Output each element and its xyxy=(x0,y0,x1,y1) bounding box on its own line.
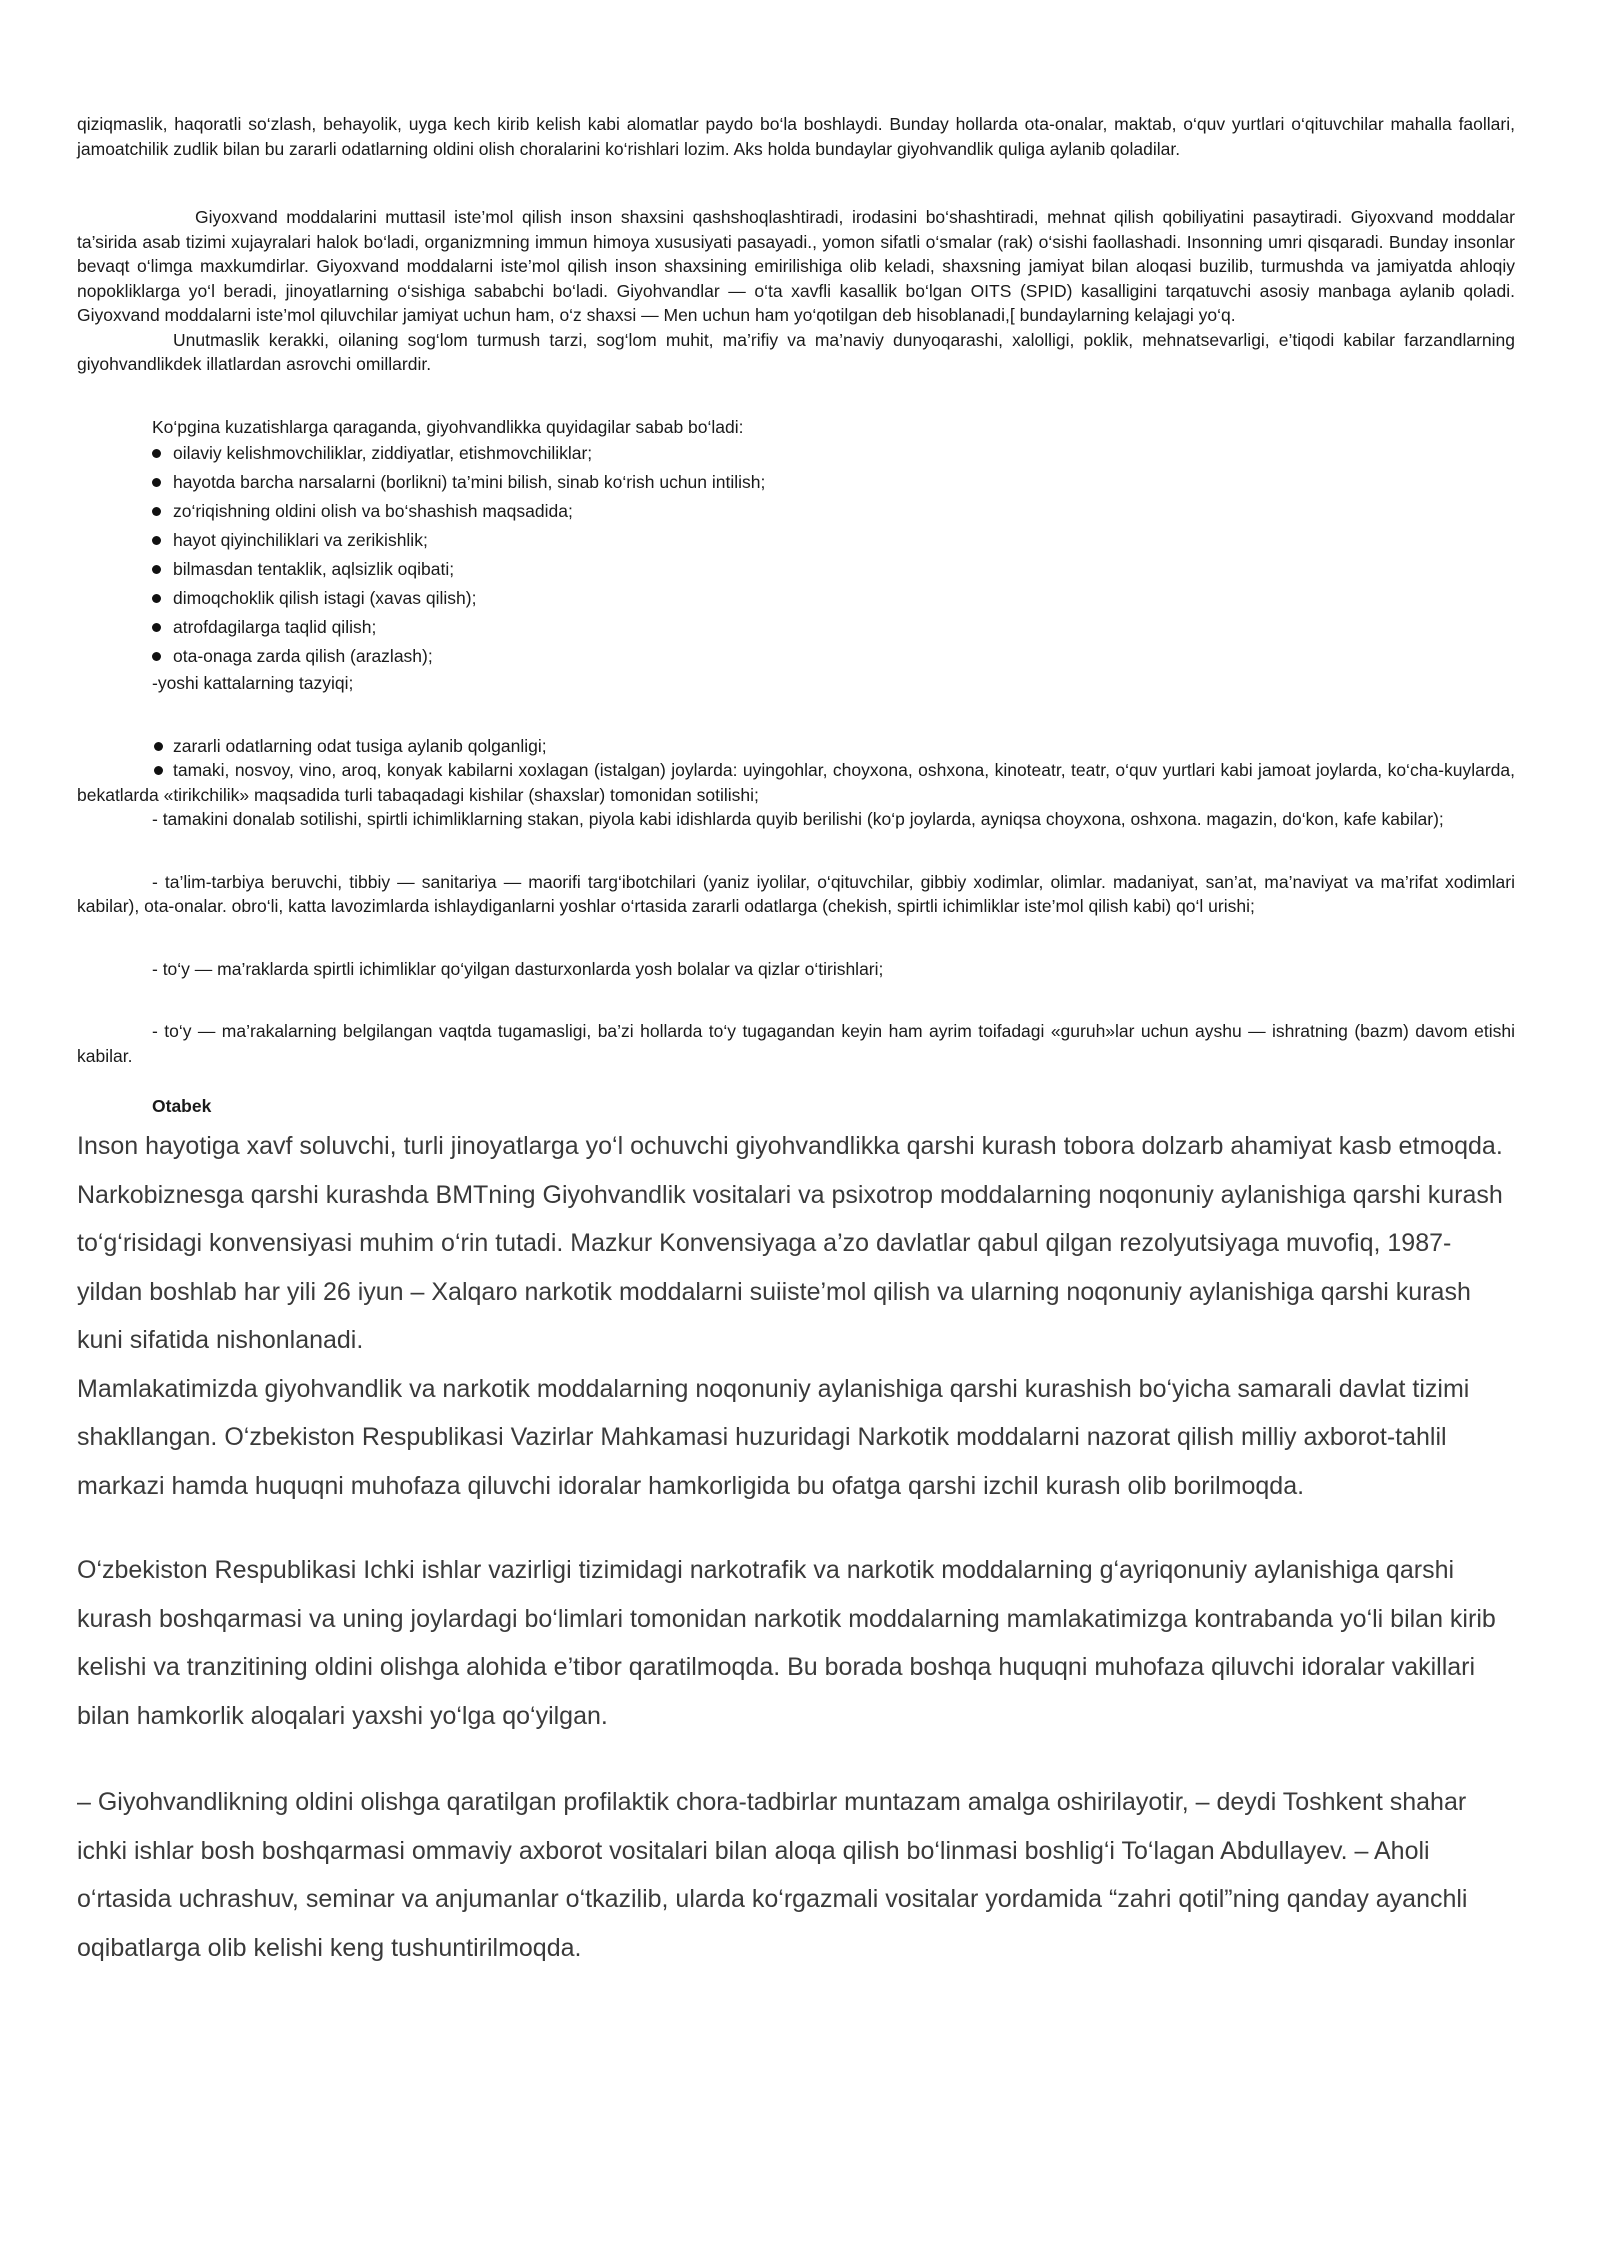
list-item: hayotda barcha narsalarni (borlikni) ta’mini bilish, sinab ko‘rish uchun intilish; xyxy=(152,468,1515,497)
list-item: zararli odatlarning odat tusiga aylanib qolganligi; xyxy=(77,734,1515,759)
paragraph-causes-intro: Ko‘pgina kuzatishlarga qaraganda, giyohvandlikka quyidagilar sabab bo‘ladi: xyxy=(152,416,744,437)
document-page xyxy=(77,112,1515,1972)
article-paragraph: Mamlakatimizda giyohvandlik va narkotik moddalarning noqonuniy aylanishiga qarshi kurashish bo‘yicha samarali davlat tizimi shakllangan. O‘zbekiston Respublikasi Vazirlar Mahkamasi huzuridagi Narkotik moddalarni nazorat qilish milliy axborot-tahlil markazi hamda huquqni muhofaza qiluvchi idoralar hamkorligida bu ofatga qarshi izchil kurash olib borilmoqda. xyxy=(77,1374,1470,1500)
list-item: oilaviy kelishmovchiliklar, ziddiyatlar, etishmovchiliklar; xyxy=(152,439,1515,468)
list-item: ota-onaga zarda qilish (arazlash); xyxy=(152,642,1515,671)
list-item: tamaki, nosvoy, vino, aroq, konyak kabilarni xoxlagan (istalgan) joylarda: uyingohlar, choyxona, oshxona, kinoteatr, teatr, o‘quv yurtlari kabi jamoat joylarda, ko‘cha-kuylarda, bekatlarda «tirikchilik» maqsadida turli tabaqadagi kishilar (shaxslar) tomonidan sotilishi; xyxy=(77,760,1515,805)
paragraph-intro: qiziqmaslik, haqoratli so‘zlash, behayolik, uyga kech kirib kelish kabi alomatlar paydo bo‘la boshlaydi. Bunday hollarda ota-onalar, maktab, o‘quv yurtlari o‘qituvchilar mahalla faollari, jamoatchilik zudlik bilan bu zararli odatlarning oldini olish choralarini ko‘rishlari lozim. Aks holda bundaylar giyohvandlik quliga aylanib qoladilar. xyxy=(77,114,1515,159)
dash-item: -yoshi kattalarning tazyiqi; xyxy=(152,673,354,693)
dash-item: - tamakini donalab sotilishi, spirtli ichimliklarning stakan, piyola kabi idishlarda quyib berilishi (ko‘p joylarda, ayniqsa choyxona, oshxona. magazin, do‘kon, kafe kabilar); xyxy=(152,809,1444,829)
section-heading: Otabek xyxy=(152,1096,212,1116)
bullet-icon xyxy=(154,766,163,775)
list-item: zo‘riqishning oldini olish va bo‘shashish maqsadida; xyxy=(152,497,1515,526)
list-item: bilmasdan tentaklik, aqlsizlik oqibati; xyxy=(152,555,1515,584)
paragraph-effects: Giyoxvand moddalarini muttasil iste’mol qilish inson shaxsini qashshoqlashtiradi, irodasini bo‘shashtiradi, mehnat qilish qobiliyatini pasaytiradi. Giyoxvand moddalar ta’sirida asab tizimi xujayralari halok bo‘ladi, organizmning immun himoya xususiyati pasayadi., yomon sifatli o‘smalar (rak) o‘sishi faollashadi. Insonning umri qisqaradi. Bunday insonlar bevaqt o‘limga maxkumdirlar. Giyoxvand moddalarni iste’mol qilish inson shaxsining emirilishiga olib keladi, shaxsning jamiyat bilan aloqasi buzilib, turmushda va jamiyatda ahloqiy nopokliklarga yo‘l beradi, jinoyatlarning o‘sishiga sababchi bo‘ladi. Giyohvandlar — o‘ta xavfli kasallik bo‘lgan OITS (SPID) kasalligini tarqatuvchi asosiy manbaga aylanib qoladi. Giyoxvand moddalarni iste’mol qiluvchilar jamiyat uchun ham, o‘z shaxsi — Men uchun ham yo‘qotilgan deb hisoblanadi,[ bundaylarning kelajagi yo‘q. xyxy=(77,207,1515,325)
article-paragraph: Inson hayotiga xavf soluvchi, turli jinoyatlarga yo‘l ochuvchi giyohvandlikka qarshi kurash tobora dolzarb ahamiyat kasb etmoqda. Narkobiznesga qarshi kurashda BMTning Giyohvandlik vositalari va psixotrop moddalarning noqonuniy aylanishiga qarshi kurash to‘g‘risidagi konvensiyasi muhim o‘rin tutadi. Mazkur Konvensiyaga a’zo davlatlar qabul qilgan rezolyutsiyaga muvofiq, 1987-yildan boshlab har yili 26 iyun – Xalqaro narkotik moddalarni suiiste’mol qilish va ularning noqonuniy aylanishiga qarshi kurash kuni sifatida nishonlanadi. xyxy=(77,1132,1503,1354)
article-paragraph: – Giyohvandlikning oldini olishga qaratilgan profilaktik chora-tadbirlar muntazam amalga oshirilayotir, – deydi Toshkent shahar ichki ishlar bosh boshqarmasi ommaviy axborot vositalari bilan aloqa qilish bo‘linmasi boshlig‘i To‘lagan Abdullayev. – Aholi o‘rtasida uchrashuv, seminar va anjumanlar o‘tkazilib, ularda ko‘rgazmali vositalar yordamida “zahri qotil”ning qanday ayanchli oqibatlarga olib kelishi keng tushuntirilmoqda. xyxy=(77,1788,1468,1962)
bullet-icon xyxy=(152,594,161,603)
list-item: atrofdagilarga taqlid qilish; xyxy=(152,613,1515,642)
bullet-icon xyxy=(152,507,161,516)
dash-item: - to‘y — ma’rakalarning belgilangan vaqtda tugamasligi, ba’zi hollarda to‘y tugagandan keyin ham ayrim toifadagi «guruh»lar uchun ayshu — ishratning (bazm) davom etishi kabilar. xyxy=(77,1021,1515,1066)
bullet-icon xyxy=(152,565,161,574)
bullet-icon xyxy=(152,478,161,487)
dash-item: - ta’lim-tarbiya beruvchi, tibbiy — sanitariya — maorifi targ‘ibotchilari (yaniz iyolilar, o‘qituvchilar, gibbiy xodimlar, olimlar. madaniyat, san’at, ma’naviyat va ma’rifat xodimlari kabilar), ota-onalar. obro‘li, katta lavozimlarda ishlaydiganlarni yoshlar o‘rtasida zararli odatlarga (chekish, spirtli ichimliklar iste’mol qilish kabi) qo‘l urishi; xyxy=(77,871,1515,916)
causes-list xyxy=(77,439,1515,671)
bullet-icon xyxy=(152,652,161,661)
bullet-icon xyxy=(152,449,161,458)
bullet-icon xyxy=(152,623,161,632)
list-item: dimoqchoklik qilish istagi (xavas qilish); xyxy=(152,584,1515,613)
dash-item: - to‘y — ma’raklarda spirtli ichimliklar qo‘yilgan dasturxonlarda yosh bolalar va qizlar o‘tirishlari; xyxy=(152,958,884,979)
article-paragraph: O‘zbekiston Respublikasi Ichki ishlar vazirligi tizimidagi narkotrafik va narkotik moddalarning g‘ayriqonuniy aylanishiga qarshi kurash boshqarmasi va uning joylardagi bo‘limlari tomonidan narkotik moddalarning mamlakatimizga kontrabanda yo‘li bilan kirib kelishi va tranzitining oldini olishga alohida e’tibor qaratilmoqda. Bu borada boshqa huquqni muhofaza qiluvchi idoralar vakillari bilan hamkorlik aloqalari yaxshi yo‘lga qo‘yilgan. xyxy=(77,1556,1496,1730)
paragraph-family: Unutmaslik kerakki, oilaning sog‘lom turmush tarzi, sog‘lom muhit, ma’rifiy va ma’naviy dunyoqarashi, xalolligi, poklik, mehnatsevarligi, e’tiqodi kabilar farzandlarning giyohvandlikdek illatlardan asrovchi omillardir. xyxy=(77,329,1515,374)
bullet-icon xyxy=(152,536,161,545)
bullet-icon xyxy=(154,742,163,751)
list-item: hayot qiyinchiliklari va zerikishlik; xyxy=(152,526,1515,555)
